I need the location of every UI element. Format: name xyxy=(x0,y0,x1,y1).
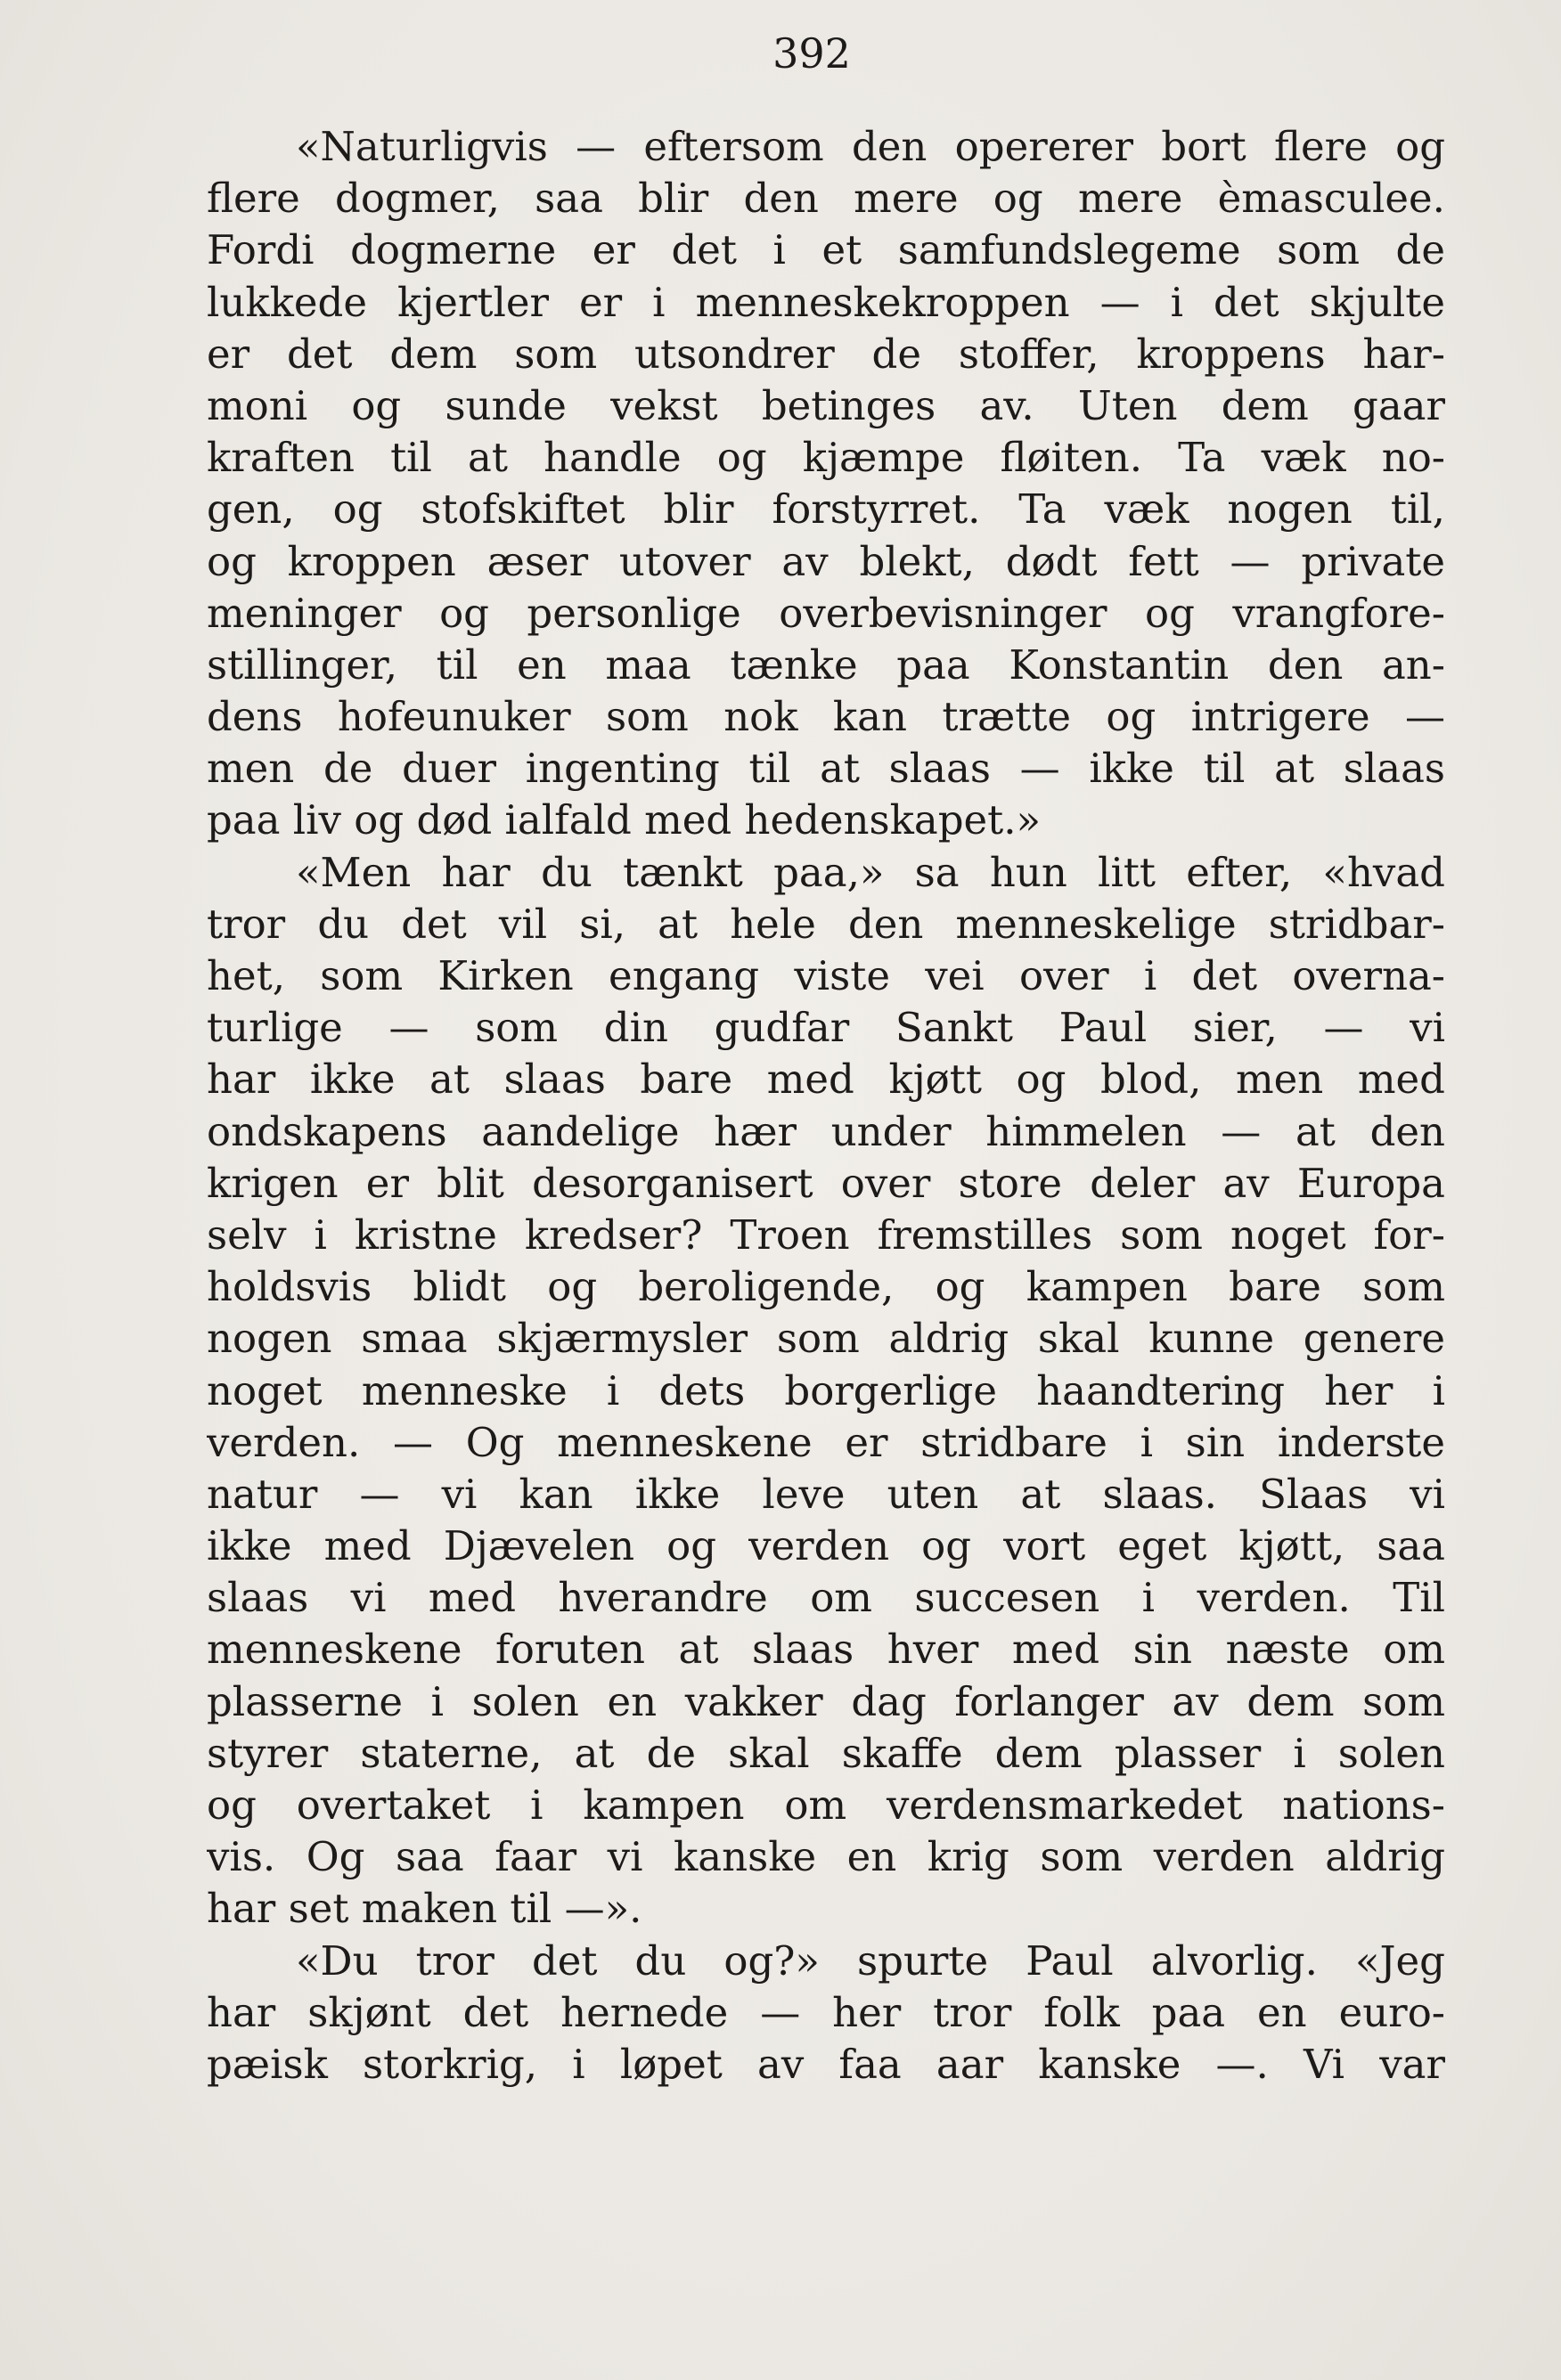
text-line: og overtaket i kampen om verdensmarkedet nations- xyxy=(207,1781,1445,1829)
text-line: Fordi dogmerne er det i et samfundslegeme som de xyxy=(207,226,1445,274)
text-line: meninger og personlige overbevisninger og vrangfore- xyxy=(207,589,1445,637)
text-line: «Du tror det du og?» spurte Paul alvorlig. «Jeg xyxy=(296,1936,1445,1985)
text-line: flere dogmer, saa blir den mere og mere èmasculee. xyxy=(207,175,1445,223)
text-line: moni og sunde vekst betinges av. Uten dem gaar xyxy=(207,381,1445,429)
page-number: 392 xyxy=(772,29,851,77)
text-line: stillinger, til en maa tænke paa Konstantin den an- xyxy=(207,640,1445,689)
text-line: og kroppen æser utover av blekt, dødt fett — private xyxy=(207,537,1445,585)
text-line: pæisk storkrig, i løpet av faa aar kanske —. Vi var xyxy=(207,2040,1445,2088)
text-line: noget menneske i dets borgerlige haandtering her i xyxy=(207,1366,1445,1414)
text-line: ondskapens aandelige hær under himmelen — at den xyxy=(207,1107,1445,1155)
text-line: verden. — Og menneskene er stridbare i sin inderste xyxy=(207,1418,1445,1466)
text-line: nogen smaa skjærmysler som aldrig skal kunne genere xyxy=(207,1315,1445,1363)
text-line: «Naturligvis — eftersom den opererer bort flere og xyxy=(296,123,1445,170)
text-line: styrer staterne, at de skal skaffe dem plasser i solen xyxy=(207,1729,1445,1777)
paragraph xyxy=(207,1936,1445,2091)
text-line: paa liv og død ialfald med hedenskapet.» xyxy=(207,796,1042,844)
text-line: tror du det vil si, at hele den menneskelige stridbar- xyxy=(207,900,1445,948)
text-line: slaas vi med hverandre om succesen i verden. Til xyxy=(207,1574,1445,1622)
text-line: gen, og stofskiftet blir forstyrret. Ta væk nogen til, xyxy=(207,485,1445,534)
text-line: men de duer ingenting til at slaas — ikke til at slaas xyxy=(207,745,1445,793)
paragraph xyxy=(207,847,1445,1936)
text-line: dens hofeunuker som nok kan trætte og intrigere — xyxy=(207,693,1445,741)
text-line: kraften til at handle og kjæmpe fløiten. Ta væk no- xyxy=(207,434,1445,482)
text-line: selv i kristne kredser? Troen fremstilles som noget for- xyxy=(207,1210,1445,1259)
text-line: menneskene foruten at slaas hver med sin næste om xyxy=(207,1626,1445,1674)
text-line: har set maken til —». xyxy=(207,1885,642,1933)
text-line: plasserne i solen en vakker dag forlanger av dem som xyxy=(207,1677,1445,1725)
text-line: het, som Kirken engang viste vei over i det overna- xyxy=(207,952,1445,999)
text-line: har skjønt det hernede — her tror folk paa en euro- xyxy=(207,1988,1445,2036)
text-line: ikke med Djævelen og verden og vort eget kjøtt, saa xyxy=(207,1522,1445,1570)
text-line: er det dem som utsondrer de stoffer, kroppens har- xyxy=(207,330,1445,378)
paragraph xyxy=(207,121,1445,847)
text-line: natur — vi kan ikke leve uten at slaas. Slaas vi xyxy=(207,1470,1445,1518)
text-line: turlige — som din gudfar Sankt Paul sier, — vi xyxy=(207,1004,1445,1052)
body-text xyxy=(207,121,1445,2091)
text-line: har ikke at slaas bare med kjøtt og blod, men med xyxy=(207,1056,1445,1104)
text-line: holdsvis blidt og beroligende, og kampen bare som xyxy=(207,1263,1445,1311)
text-line: lukkede kjertler er i menneskekroppen — i det skjulte xyxy=(207,278,1445,326)
text-line: vis. Og saa faar vi kanske en krig som verden aldrig xyxy=(207,1833,1445,1881)
text-line: «Men har du tænkt paa,» sa hun litt efter, «hvad xyxy=(296,848,1445,896)
text-line: krigen er blit desorganisert over store deler av Europa xyxy=(207,1159,1445,1207)
